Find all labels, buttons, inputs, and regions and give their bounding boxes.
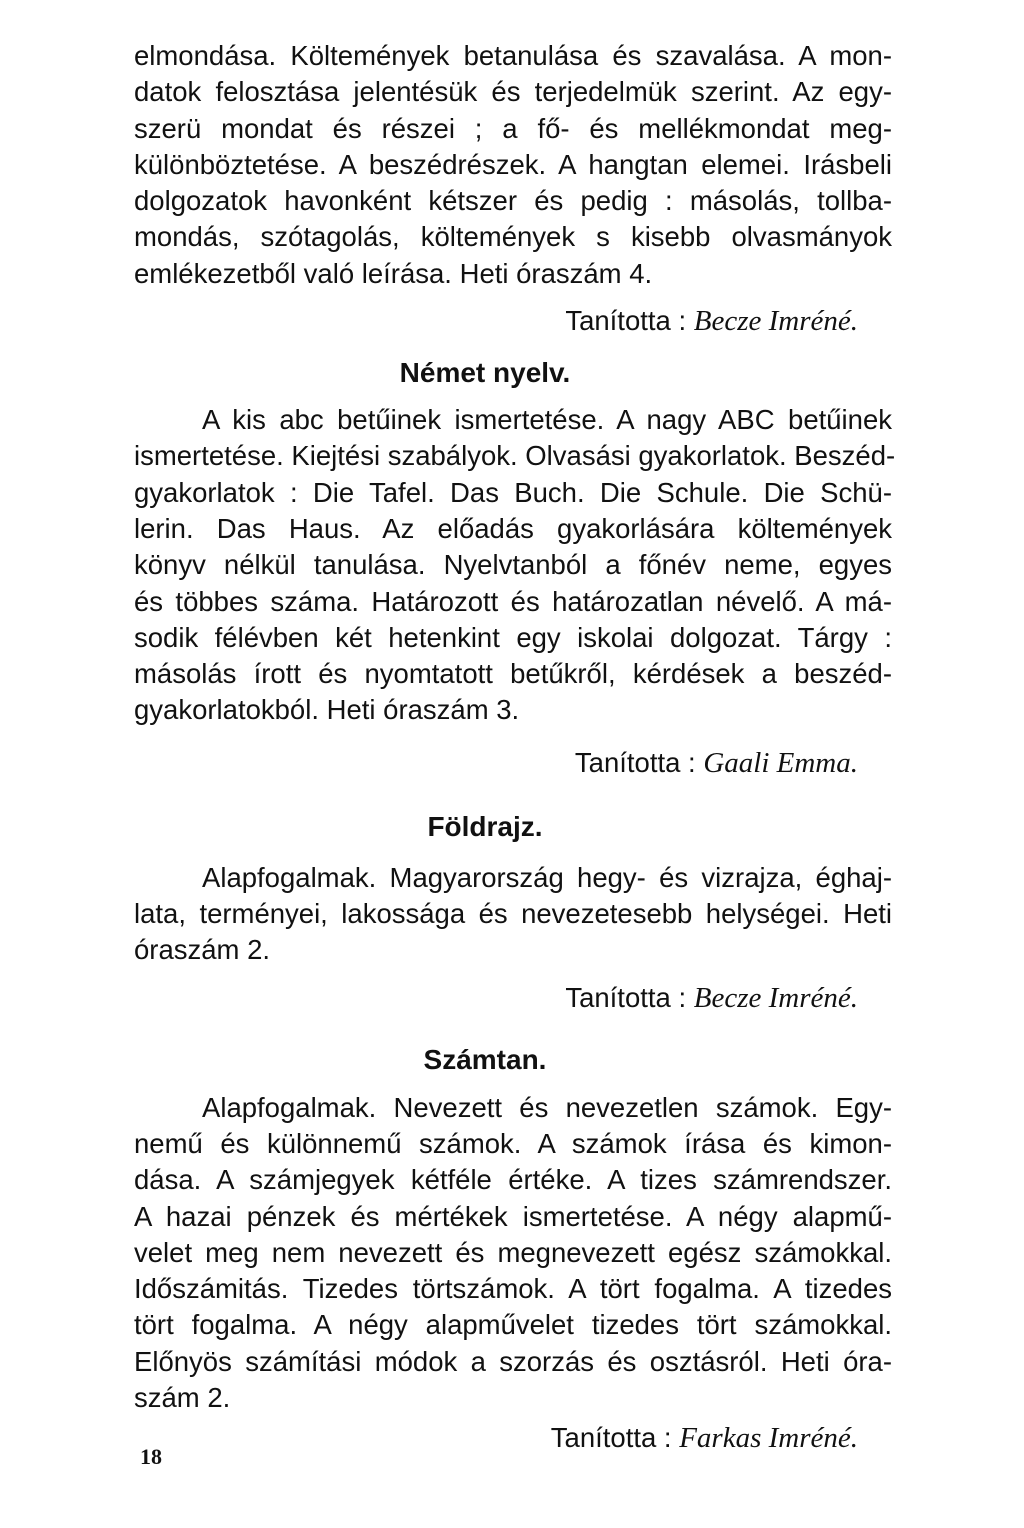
page-number: 18 [140, 1444, 162, 1469]
text-line: gyakorlatokból. Heti óraszám 3. [134, 694, 520, 726]
taught-label: Tanította : [565, 981, 687, 1013]
section-heading-arithmetic: Számtan. [423, 1043, 547, 1075]
teacher-name: Farkas Imréné. [679, 1422, 858, 1455]
taught-label: Tanította : [565, 305, 687, 337]
document-page [134, 38, 896, 1456]
section-paragraph-german [134, 402, 896, 729]
text-line: tört fogalma. A négy alapművelet tizedes tört számokkal. [134, 1309, 892, 1341]
text-line: könyv nélkül tanulása. Nyelvtanból a főnév neme, egyes [134, 549, 892, 581]
text-line: óraszám 2. [134, 934, 271, 966]
section-heading-geography: Földrajz. [427, 810, 543, 842]
text-line: gyakorlatok : Die Tafel. Das Buch. Die Schule. Die Schü- [134, 476, 892, 508]
section-paragraph-arithmetic [134, 1090, 892, 1417]
text-line: A kis abc betűinek ismertetése. A nagy ABC betűinek [202, 404, 892, 436]
text-line: Alapfogalmak. Nevezett és nevezetlen számok. Egy- [202, 1091, 892, 1123]
text-line: Alapfogalmak. Magyarország hegy- és vizrajza, éghaj- [202, 861, 892, 893]
text-line: datok felosztása jelentésük és terjedelmük szerint. Az egy- [134, 76, 892, 108]
text-line: velet meg nem nevezett és megnevezett egész számokkal. [134, 1236, 892, 1268]
text-line: nemű és különnemű számok. A számok írása és kimon- [134, 1127, 892, 1159]
text-line: Előnyös számítási módok a szorzás és osztásról. Heti óra- [134, 1345, 892, 1377]
teacher-signature [134, 980, 892, 1016]
text-line: másolás írott és nyomtatott betűkről, kérdések a beszéd- [134, 658, 892, 690]
taught-label: Tanította : [550, 1422, 672, 1454]
text-line: A hazai pénzek és mértékek ismertetése. A négy alapmű- [134, 1200, 892, 1232]
teacher-name: Gaali Emma. [703, 746, 858, 779]
teacher-signature [134, 303, 892, 339]
text-line: lerin. Das Haus. Az előadás gyakorlására költemények [134, 512, 892, 544]
text-line: emlékezetből való leírása. Heti óraszám 4. [134, 257, 653, 289]
text-line: dolgozatok havonként kétszer és pedig : másolás, tollba- [134, 185, 892, 217]
text-line: Időszámitás. Tizedes törtszámok. A tört fogalma. A tizedes [134, 1273, 892, 1305]
text-line: mondás, szótagolás, költemények s kisebb olvasmányok [134, 221, 892, 253]
text-line: szám 2. [134, 1382, 231, 1414]
teacher-signature [134, 745, 892, 781]
intro-paragraph [134, 38, 892, 292]
text-line: dása. A számjegyek kétféle értéke. A tizes számrendszer. [134, 1164, 892, 1196]
text-line: ismertetése. Kiejtési szabályok. Olvasási gyakorlatok. Beszéd- [134, 440, 896, 472]
text-line: különböztetése. A beszédrészek. A hangtan elemei. Irásbeli [134, 148, 892, 180]
text-line: szerü mondat és részei ; a fő- és mellékmondat meg- [134, 112, 892, 144]
text-line: sodik félévben két hetenkint egy iskolai dolgozat. Tárgy : [134, 621, 892, 653]
text-line: elmondása. Költemények betanulása és szavalása. A mon- [134, 40, 892, 71]
text-line: lata, terményei, lakossága és nevezetesebb helységei. Heti [134, 898, 892, 930]
section-heading-german: Német nyelv. [399, 357, 571, 389]
teacher-name: Becze Imréné. [693, 981, 858, 1014]
teacher-signature [134, 1420, 892, 1456]
taught-label: Tanította : [574, 746, 696, 778]
section-paragraph-geography [134, 860, 892, 969]
text-line: és többes száma. Határozott és határozatlan névelő. A má- [134, 585, 892, 617]
teacher-name: Becze Imréné. [693, 305, 858, 338]
